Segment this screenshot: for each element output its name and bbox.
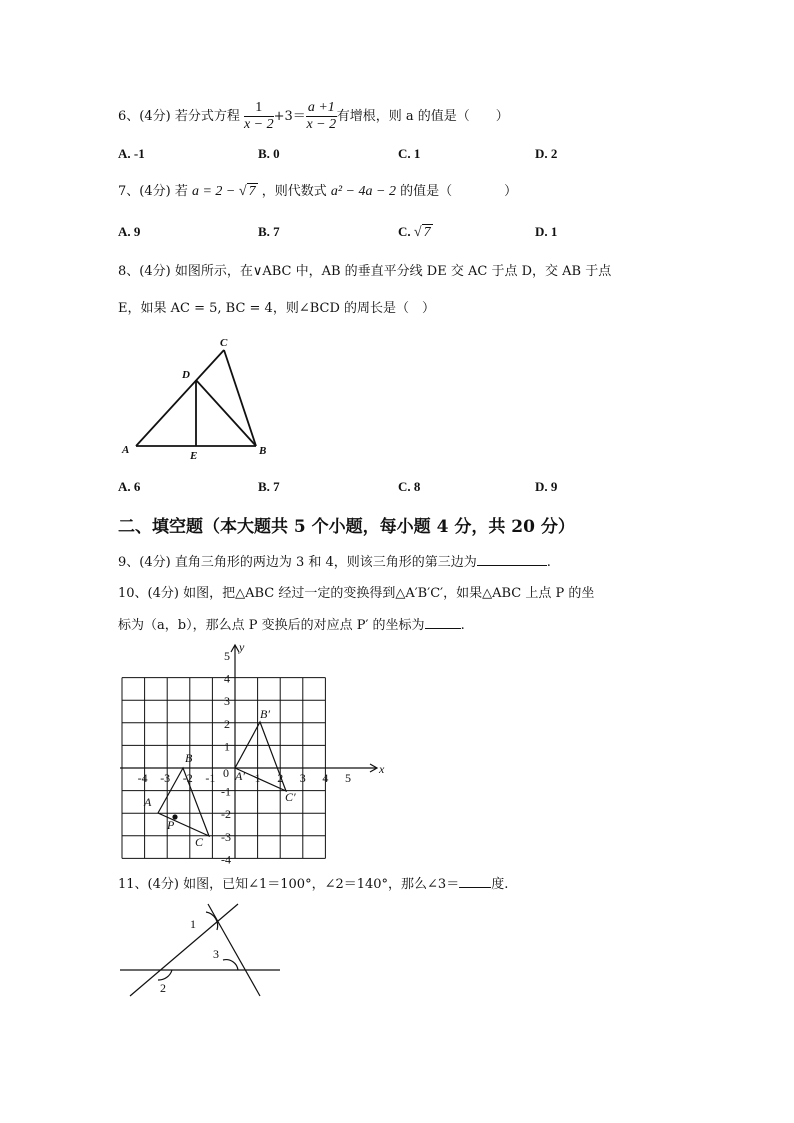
q7-suffix: 的值是（ ） (400, 184, 518, 199)
label-p: P (167, 818, 175, 832)
label-c: C (220, 337, 228, 349)
label-c: C (195, 835, 204, 849)
q7-prefix: 7、(4分) 若 (118, 184, 188, 199)
triangle-figure (110, 330, 280, 465)
tick-labels (138, 649, 351, 865)
x-tick-label: -3 (160, 771, 171, 785)
q10-line-2: 标为（a，b），那么点 P 变换后的对应点 P′ 的坐标为 . (118, 618, 465, 633)
q6-fraction-2: $\frac{a +1}{x - 2}$ (306, 100, 337, 132)
edge-db (196, 380, 256, 446)
y-tick-label: 3 (224, 694, 230, 709)
angle-3-arc (223, 960, 238, 970)
q6-option-c: C. 1 (398, 146, 421, 161)
q7-sqrt7: √ 7 (238, 184, 256, 199)
label-b: B (259, 445, 267, 457)
x-tick-label: 1 (254, 771, 261, 785)
q8-line-1: 8、(4分) 如图所示，在∨ABC 中，AB 的垂直平分线 DE 交 AC 于点 D，交 AB 于点 (118, 264, 612, 279)
q9-answer-blank[interactable] (477, 565, 547, 566)
section-2-heading: 二、填空题（本大题共 5 个小题，每小题 4 分，共 20 分） (118, 517, 575, 537)
q6-prefix: 6、(4分) 若分式方程 (118, 109, 240, 124)
angle-label-2: 2 (160, 981, 166, 995)
q8-option-d: D. 9 (535, 479, 558, 494)
x-tick-label: 2 (277, 771, 284, 785)
q7-option-c-sqrt: √ 7 (413, 225, 431, 240)
q8-option-c: C. 8 (398, 479, 421, 494)
label-a: A (144, 795, 152, 809)
y-tick-label: 5 (224, 649, 230, 663)
q7-option-a: A. 9 (118, 224, 141, 239)
x-tick-label: 4 (322, 771, 329, 785)
label-a-prime: A′ (235, 769, 245, 783)
y-tick-label: -4 (221, 852, 231, 865)
q7-option-d: D. 1 (535, 224, 558, 239)
line-1 (130, 904, 238, 996)
question-7 (118, 180, 517, 200)
label-e: E (190, 450, 198, 462)
y-tick-label: 1 (224, 739, 230, 754)
coordinate-grid-figure (115, 640, 395, 865)
q10-line-1: 10、(4分) 如图，把△ABC 经过一定的变换得到△A′B′C′，如果△ABC 上点 P 的坐 (118, 586, 595, 601)
y-tick-label: -1 (221, 784, 231, 799)
angle-label-3: 3 (213, 947, 219, 961)
angle-1-arc (206, 912, 218, 930)
q10-answer-blank[interactable] (425, 628, 461, 629)
x-tick-label: -2 (182, 771, 193, 785)
y-tick-label: -3 (221, 829, 231, 844)
label-c-prime: C′ (285, 790, 296, 804)
x-tick-label: 3 (299, 771, 306, 785)
q7-expr: a² − 4a − 2 (330, 184, 396, 199)
edge-cb (224, 350, 256, 446)
angles-figure (120, 900, 290, 1000)
q6-option-d: D. 2 (535, 146, 558, 161)
q6-option-a: A. -1 (118, 146, 145, 161)
q6-fraction-1: $\frac{1}{x - 2}$ (243, 100, 274, 132)
q8-option-a: A. 6 (118, 479, 141, 494)
q7-option-c: C. √ 7 (398, 224, 431, 240)
edge-ac (136, 350, 224, 446)
axis-y-label: y (239, 640, 245, 654)
label-d: D (182, 369, 190, 381)
x-tick-label: 5 (345, 771, 351, 785)
q8-line-2: E，如果 AC = 5, BC = 4，则∠BCD 的周长是（ ） (118, 301, 436, 316)
label-b: B (185, 751, 193, 765)
q7-option-b: B. 7 (258, 224, 280, 239)
label-a: A (122, 444, 130, 456)
angle-2-arc (158, 970, 172, 980)
q6-suffix: 有增根，则 a 的值是（ ） (336, 109, 509, 124)
y-tick-label: 4 (224, 671, 230, 686)
x-tick-label: -1 (205, 771, 216, 785)
angle-label-1: 1 (190, 917, 196, 931)
q11-answer-blank[interactable] (459, 887, 491, 888)
q7-expr-a: a = 2 − (191, 184, 239, 199)
y-tick-label: -2 (221, 807, 231, 822)
question-6 (118, 100, 509, 133)
label-b-prime: B′ (260, 707, 270, 721)
origin-label: 0 (223, 766, 229, 780)
question-11: 11、(4分) 如图，已知∠1＝100°，∠2＝140°，那么∠3＝ 度. (118, 877, 509, 892)
q7-mid: ，则代数式 (261, 184, 327, 199)
question-9: 9、(4分) 直角三角形的两边为 3 和 4，则该三角形的第三边为 . (118, 555, 551, 570)
q8-option-b: B. 7 (258, 479, 280, 494)
axis-x-label: x (379, 762, 385, 776)
y-tick-label: 2 (224, 716, 230, 731)
q6-option-b: B. 0 (258, 146, 280, 161)
x-tick-label: -4 (137, 771, 148, 785)
q6-plus3: +3＝ (273, 109, 306, 124)
